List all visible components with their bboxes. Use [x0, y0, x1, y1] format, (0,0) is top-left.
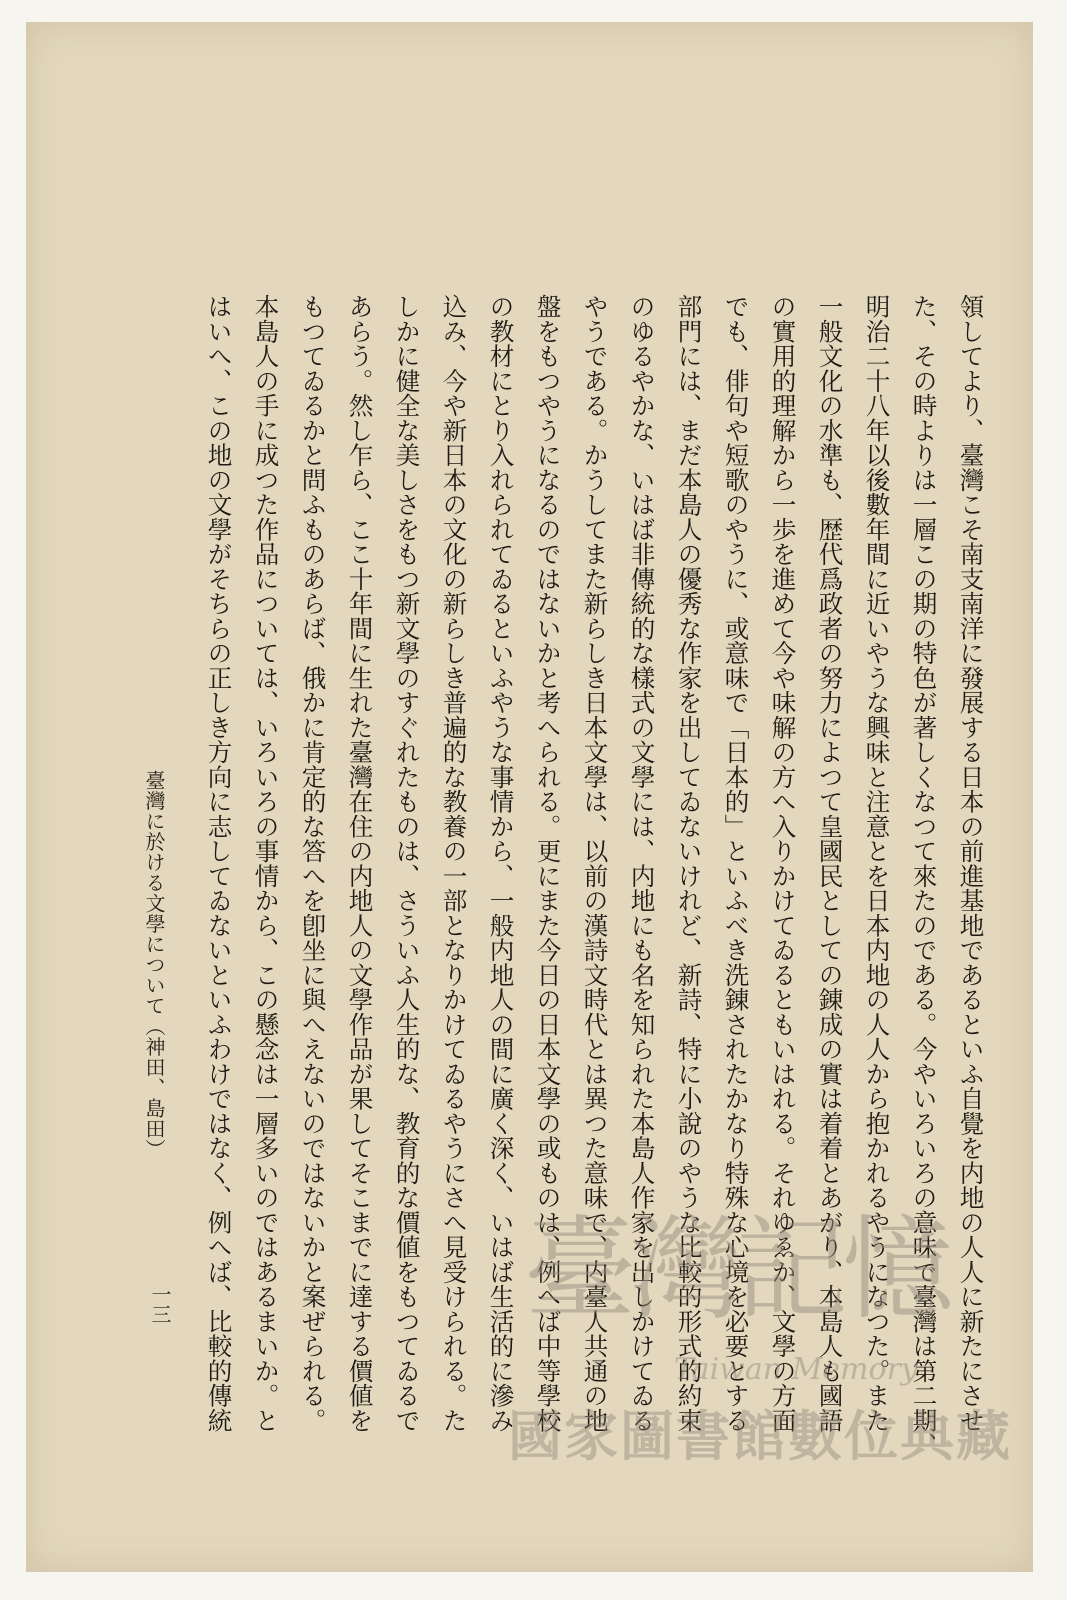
text-column-12: 込み、今や新日本の文化の新らしき普遍的な教養の一部となりかけてゐるやうにさへ見受けられる。た [439, 294, 469, 1433]
text-column-15: もつてゐるかと問ふものあらば、俄かに肯定的な答へを卽坐に與へえないのではないかと案ぜられる。 [298, 294, 328, 1433]
text-column-10: 盤をもつやうになるのではないかと考へられる。更にまた今日の日本文學の或ものは、例へば中等學校 [533, 294, 563, 1433]
text-column-17: はいへ、この地の文學がそちらの正しき方向に志してゐないといふわけではなく、例へば、比較的傳統 [204, 294, 234, 1433]
text-column-7: 部門には、まだ本島人の優秀な作家を出してゐないけれど、新詩、特に小說のやうな比較的形式的約束 [674, 294, 704, 1433]
text-column-9: やうである。かうしてまた新らしき日本文學は、以前の漢詩文時代とは異つた意味で、内臺人共通の地 [580, 294, 610, 1433]
text-column-4: 一般文化の水準も、歴代爲政者の努力によつて皇國民としての錬成の實は着着とあがり、本島人も國語 [815, 294, 845, 1433]
running-head: 臺灣に於ける文學について（神田、島田） [142, 770, 166, 1160]
text-column-8: のゆるやかな、いはば非傳統的な樣式の文學には、内地にも名を知られた本島人作家を出しかけてゐる [627, 294, 657, 1433]
text-column-1: 領してより、臺灣こそ南支南洋に發展する日本の前進基地であるといふ自覺を内地の人人に新たにさせ [956, 294, 986, 1433]
text-column-11: の教材にとり入れられてゐるといふやうな事情から、一般内地人の間に廣く深く、いはば生活的に滲み [486, 294, 516, 1433]
text-column-14: あらう。然し乍ら、ここ十年間に生れた臺灣在住の内地人の文學作品が果してそこまでに達する價値を [345, 294, 375, 1433]
text-column-3: 明治二十八年以後數年間に近いやうな興味と注意とを日本内地の人人から抱かれるやうになつた。また [862, 294, 892, 1433]
text-column-13: しかに健全な美しさをもつ新文學のすぐれたものは、さういふ人生的な、教育的な價値をもつてゐるで [392, 294, 422, 1433]
text-column-2: た、その時よりは一層この期の特色が著しくなつて來たのである。今やいろいろの意味で臺灣は第二期、 [909, 294, 939, 1458]
book-page [26, 22, 1033, 1572]
watermark-english: Taiwan Memory [674, 1352, 918, 1387]
text-column-6: でも、俳句や短歌のやうに、或意味で「日本的」といふべき洗錬されたかなり特殊な心境を必要とする [721, 294, 751, 1433]
watermark-logo: 臺灣記憶 [524, 1205, 948, 1335]
page-number: 一三 [148, 1284, 172, 1324]
text-column-16: 本島人の手に成つた作品については、いろいろの事情から、この懸念は一層多いのではあるまいか。と [251, 294, 281, 1433]
text-column-5: の實用的理解から一歩を進めて今や味解の方へ入りかけてゐるともいはれる。それゆゑか、文學の方面 [768, 294, 798, 1433]
watermark-chinese: 國家圖書館數位典藏 [508, 1405, 1012, 1468]
